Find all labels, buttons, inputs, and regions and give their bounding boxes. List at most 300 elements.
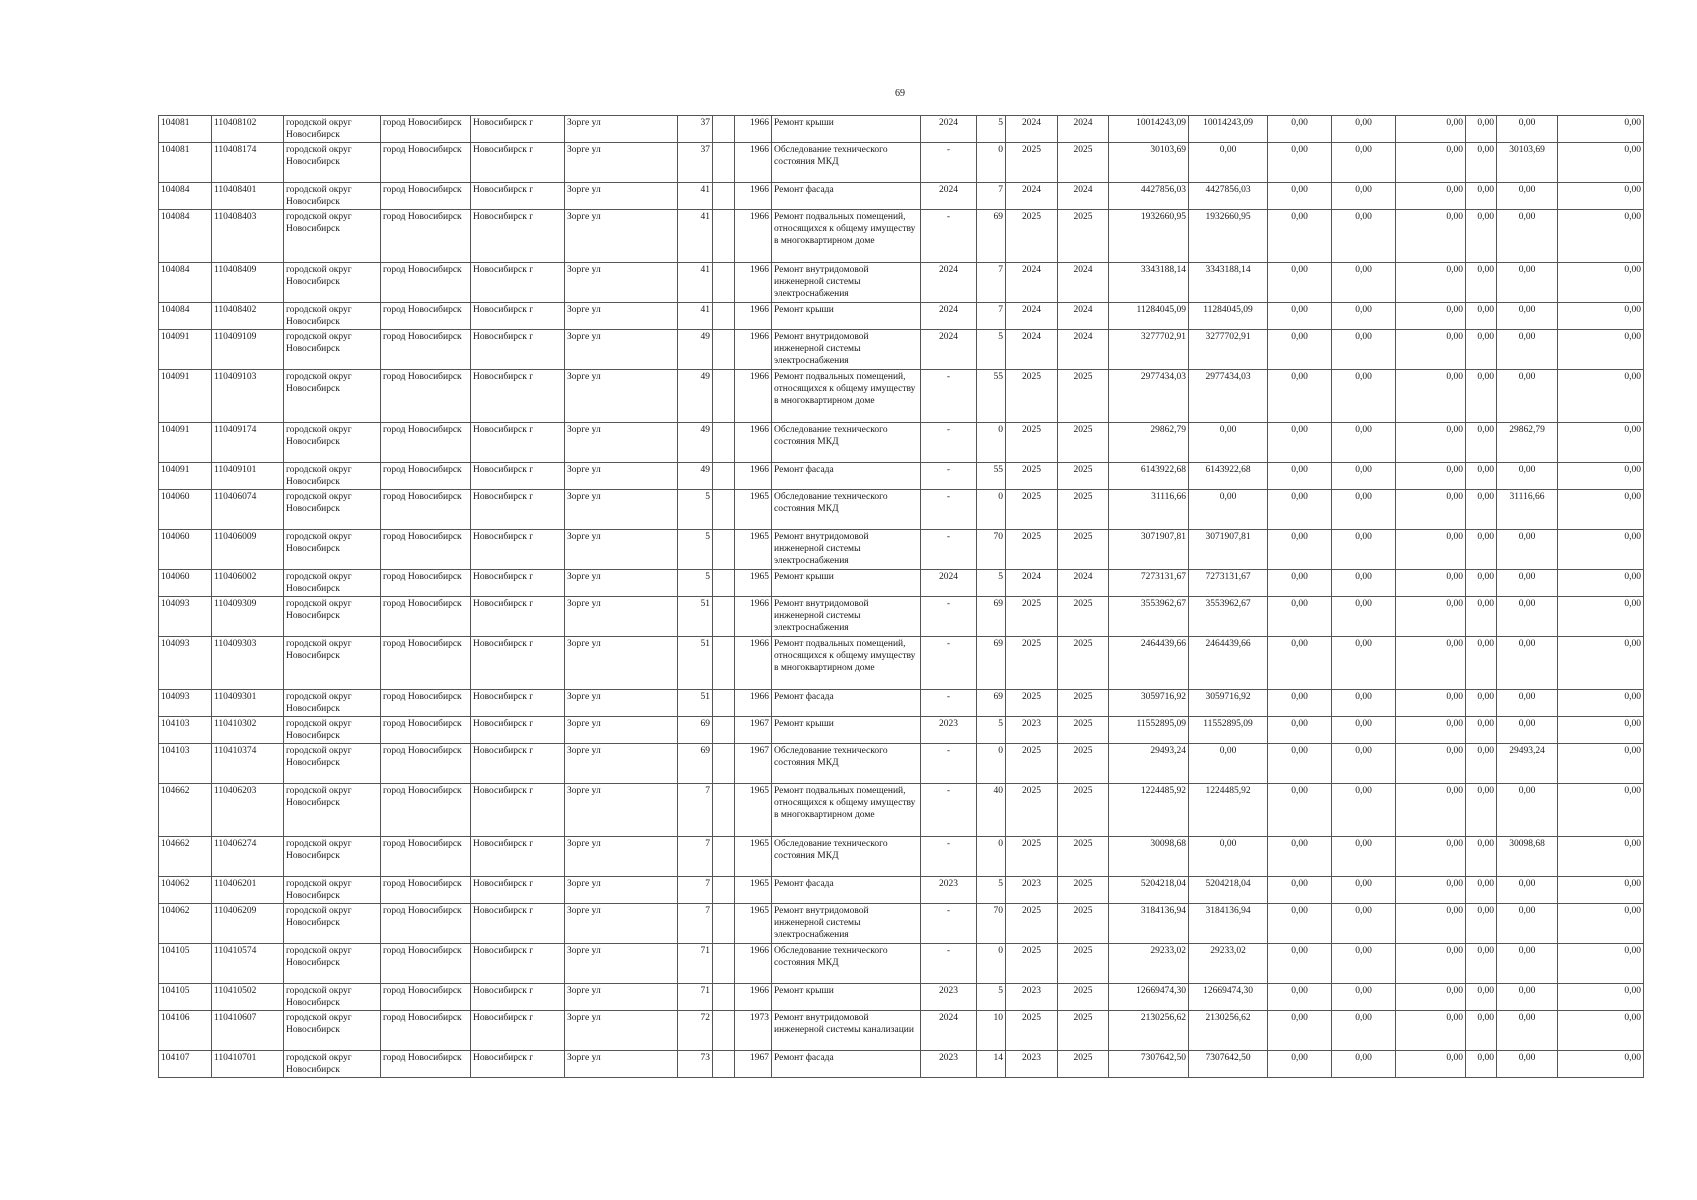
amount-2-cell: 0,00 <box>1332 143 1396 183</box>
end-year-cell: 2025 <box>1058 837 1109 877</box>
end-year-cell: 2025 <box>1058 984 1109 1011</box>
house-number-cell: 41 <box>678 303 713 330</box>
house-number-cell: 7 <box>678 837 713 877</box>
district-cell: городской округ Новосибирск <box>284 570 381 597</box>
work-code-cell: 110409303 <box>212 637 284 690</box>
fund-amount-cell: 1224485,92 <box>1189 784 1268 837</box>
table-row <box>159 570 1644 597</box>
amount-4-cell: 0,00 <box>1466 183 1497 210</box>
end-year-cell: 2024 <box>1058 263 1109 303</box>
plan-year-cell: - <box>921 490 977 530</box>
amount-2-cell: 0,00 <box>1332 330 1396 370</box>
amount-6-cell: 0,00 <box>1558 183 1644 210</box>
total-cost-cell: 3071907,81 <box>1109 530 1189 570</box>
amount-5-cell: 0,00 <box>1497 690 1558 717</box>
work-type-cell: Ремонт фасада <box>772 877 921 904</box>
amount-2-cell: 0,00 <box>1332 944 1396 984</box>
amount-1-cell: 0,00 <box>1268 744 1332 784</box>
work-type-cell: Обследование технического состояния МКД <box>772 837 921 877</box>
city-cell: Новосибирск г <box>471 263 565 303</box>
settlement-cell: город Новосибирск <box>381 210 471 263</box>
amount-4-cell: 0,00 <box>1466 597 1497 637</box>
table-row <box>159 463 1644 490</box>
amount-6-cell: 0,00 <box>1558 370 1644 423</box>
start-year-cell: 2024 <box>1006 183 1058 210</box>
start-year-cell: 2023 <box>1006 877 1058 904</box>
fund-amount-cell: 6143922,68 <box>1189 463 1268 490</box>
plan-year-cell: - <box>921 837 977 877</box>
work-code-cell: 110408409 <box>212 263 284 303</box>
build-year-cell: 1965 <box>735 877 772 904</box>
house-number-cell: 51 <box>678 597 713 637</box>
amount-2-cell: 0,00 <box>1332 717 1396 744</box>
start-year-cell: 2025 <box>1006 690 1058 717</box>
city-cell: Новосибирск г <box>471 690 565 717</box>
start-year-cell: 2025 <box>1006 530 1058 570</box>
row-id-cell: 104091 <box>159 463 212 490</box>
amount-6-cell: 0,00 <box>1558 784 1644 837</box>
city-cell: Новосибирск г <box>471 423 565 463</box>
amount-3-cell: 0,00 <box>1396 837 1466 877</box>
amount-6-cell: 0,00 <box>1558 463 1644 490</box>
building-cell <box>713 597 735 637</box>
work-type-cell: Ремонт внутридомовой инженерной системы электроснабжения <box>772 904 921 944</box>
street-cell: Зорге ул <box>565 984 678 1011</box>
amount-2-cell: 0,00 <box>1332 904 1396 944</box>
house-number-cell: 41 <box>678 210 713 263</box>
amount-1-cell: 0,00 <box>1268 116 1332 143</box>
wear-percent-cell: 0 <box>977 944 1006 984</box>
plan-year-cell: - <box>921 744 977 784</box>
build-year-cell: 1965 <box>735 837 772 877</box>
amount-5-cell: 0,00 <box>1497 463 1558 490</box>
build-year-cell: 1967 <box>735 744 772 784</box>
build-year-cell: 1966 <box>735 944 772 984</box>
settlement-cell: город Новосибирск <box>381 570 471 597</box>
plan-year-cell: - <box>921 423 977 463</box>
settlement-cell: город Новосибирск <box>381 423 471 463</box>
street-cell: Зорге ул <box>565 490 678 530</box>
settlement-cell: город Новосибирск <box>381 303 471 330</box>
amount-4-cell: 0,00 <box>1466 717 1497 744</box>
table-row <box>159 370 1644 423</box>
street-cell: Зорге ул <box>565 1051 678 1078</box>
wear-percent-cell: 14 <box>977 1051 1006 1078</box>
amount-3-cell: 0,00 <box>1396 877 1466 904</box>
amount-4-cell: 0,00 <box>1466 210 1497 263</box>
amount-5-cell: 29862,79 <box>1497 423 1558 463</box>
amount-4-cell: 0,00 <box>1466 143 1497 183</box>
plan-year-cell: - <box>921 210 977 263</box>
start-year-cell: 2023 <box>1006 984 1058 1011</box>
amount-6-cell: 0,00 <box>1558 263 1644 303</box>
wear-percent-cell: 0 <box>977 423 1006 463</box>
house-number-cell: 41 <box>678 183 713 210</box>
settlement-cell: город Новосибирск <box>381 784 471 837</box>
city-cell: Новосибирск г <box>471 744 565 784</box>
build-year-cell: 1966 <box>735 370 772 423</box>
amount-1-cell: 0,00 <box>1268 183 1332 210</box>
amount-4-cell: 0,00 <box>1466 837 1497 877</box>
work-type-cell: Ремонт фасада <box>772 463 921 490</box>
fund-amount-cell: 12669474,30 <box>1189 984 1268 1011</box>
house-number-cell: 5 <box>678 490 713 530</box>
plan-year-cell: - <box>921 463 977 490</box>
work-code-cell: 110406002 <box>212 570 284 597</box>
amount-1-cell: 0,00 <box>1268 263 1332 303</box>
amount-1-cell: 0,00 <box>1268 570 1332 597</box>
end-year-cell: 2025 <box>1058 490 1109 530</box>
total-cost-cell: 2464439,66 <box>1109 637 1189 690</box>
build-year-cell: 1966 <box>735 984 772 1011</box>
amount-1-cell: 0,00 <box>1268 463 1332 490</box>
fund-amount-cell: 5204218,04 <box>1189 877 1268 904</box>
building-cell <box>713 530 735 570</box>
district-cell: городской округ Новосибирск <box>284 1011 381 1051</box>
row-id-cell: 104084 <box>159 303 212 330</box>
build-year-cell: 1966 <box>735 597 772 637</box>
amount-5-cell: 0,00 <box>1497 303 1558 330</box>
plan-year-cell: - <box>921 944 977 984</box>
street-cell: Зорге ул <box>565 784 678 837</box>
fund-amount-cell: 7307642,50 <box>1189 1051 1268 1078</box>
end-year-cell: 2024 <box>1058 116 1109 143</box>
row-id-cell: 104084 <box>159 263 212 303</box>
row-id-cell: 104084 <box>159 183 212 210</box>
amount-6-cell: 0,00 <box>1558 1011 1644 1051</box>
building-cell <box>713 303 735 330</box>
amount-6-cell: 0,00 <box>1558 984 1644 1011</box>
table-row <box>159 490 1644 530</box>
plan-year-cell: - <box>921 143 977 183</box>
amount-5-cell: 0,00 <box>1497 570 1558 597</box>
table-row <box>159 1051 1644 1078</box>
total-cost-cell: 6143922,68 <box>1109 463 1189 490</box>
table-row <box>159 143 1644 183</box>
house-number-cell: 49 <box>678 370 713 423</box>
street-cell: Зорге ул <box>565 904 678 944</box>
row-id-cell: 104103 <box>159 717 212 744</box>
city-cell: Новосибирск г <box>471 303 565 330</box>
amount-6-cell: 0,00 <box>1558 330 1644 370</box>
table-row <box>159 183 1644 210</box>
house-number-cell: 7 <box>678 877 713 904</box>
total-cost-cell: 31116,66 <box>1109 490 1189 530</box>
amount-2-cell: 0,00 <box>1332 423 1396 463</box>
build-year-cell: 1966 <box>735 210 772 263</box>
work-type-cell: Обследование технического состояния МКД <box>772 490 921 530</box>
start-year-cell: 2025 <box>1006 423 1058 463</box>
amount-2-cell: 0,00 <box>1332 370 1396 423</box>
end-year-cell: 2025 <box>1058 210 1109 263</box>
fund-amount-cell: 4427856,03 <box>1189 183 1268 210</box>
settlement-cell: город Новосибирск <box>381 1011 471 1051</box>
settlement-cell: город Новосибирск <box>381 330 471 370</box>
amount-3-cell: 0,00 <box>1396 530 1466 570</box>
amount-6-cell: 0,00 <box>1558 570 1644 597</box>
wear-percent-cell: 10 <box>977 1011 1006 1051</box>
city-cell: Новосибирск г <box>471 330 565 370</box>
work-type-cell: Ремонт фасада <box>772 183 921 210</box>
work-code-cell: 110410701 <box>212 1051 284 1078</box>
street-cell: Зорге ул <box>565 116 678 143</box>
work-code-cell: 110406209 <box>212 904 284 944</box>
table-row <box>159 1011 1644 1051</box>
build-year-cell: 1965 <box>735 904 772 944</box>
street-cell: Зорге ул <box>565 837 678 877</box>
street-cell: Зорге ул <box>565 1011 678 1051</box>
street-cell: Зорге ул <box>565 877 678 904</box>
house-number-cell: 5 <box>678 570 713 597</box>
amount-5-cell: 0,00 <box>1497 1011 1558 1051</box>
amount-1-cell: 0,00 <box>1268 530 1332 570</box>
amount-6-cell: 0,00 <box>1558 143 1644 183</box>
start-year-cell: 2025 <box>1006 637 1058 690</box>
settlement-cell: город Новосибирск <box>381 530 471 570</box>
district-cell: городской округ Новосибирск <box>284 423 381 463</box>
amount-6-cell: 0,00 <box>1558 597 1644 637</box>
table-row <box>159 837 1644 877</box>
amount-3-cell: 0,00 <box>1396 904 1466 944</box>
building-cell <box>713 637 735 690</box>
build-year-cell: 1966 <box>735 183 772 210</box>
district-cell: городской округ Новосибирск <box>284 330 381 370</box>
wear-percent-cell: 5 <box>977 877 1006 904</box>
amount-4-cell: 0,00 <box>1466 490 1497 530</box>
wear-percent-cell: 5 <box>977 570 1006 597</box>
amount-4-cell: 0,00 <box>1466 984 1497 1011</box>
amount-3-cell: 0,00 <box>1396 143 1466 183</box>
amount-4-cell: 0,00 <box>1466 1051 1497 1078</box>
settlement-cell: город Новосибирск <box>381 984 471 1011</box>
amount-6-cell: 0,00 <box>1558 744 1644 784</box>
amount-3-cell: 0,00 <box>1396 944 1466 984</box>
amount-3-cell: 0,00 <box>1396 1051 1466 1078</box>
district-cell: городской округ Новосибирск <box>284 944 381 984</box>
district-cell: городской округ Новосибирск <box>284 744 381 784</box>
end-year-cell: 2025 <box>1058 637 1109 690</box>
wear-percent-cell: 7 <box>977 303 1006 330</box>
wear-percent-cell: 70 <box>977 904 1006 944</box>
table-row <box>159 263 1644 303</box>
work-type-cell: Ремонт подвальных помещений, относящихся к общему имуществу в многоквартирном доме <box>772 637 921 690</box>
row-id-cell: 104093 <box>159 597 212 637</box>
start-year-cell: 2025 <box>1006 837 1058 877</box>
work-code-cell: 110410574 <box>212 944 284 984</box>
amount-6-cell: 0,00 <box>1558 877 1644 904</box>
row-id-cell: 104106 <box>159 1011 212 1051</box>
city-cell: Новосибирск г <box>471 637 565 690</box>
amount-5-cell: 0,00 <box>1497 370 1558 423</box>
end-year-cell: 2025 <box>1058 744 1109 784</box>
plan-year-cell: 2024 <box>921 570 977 597</box>
total-cost-cell: 10014243,09 <box>1109 116 1189 143</box>
table-row <box>159 877 1644 904</box>
start-year-cell: 2024 <box>1006 263 1058 303</box>
street-cell: Зорге ул <box>565 143 678 183</box>
start-year-cell: 2025 <box>1006 904 1058 944</box>
house-number-cell: 73 <box>678 1051 713 1078</box>
amount-1-cell: 0,00 <box>1268 1011 1332 1051</box>
wear-percent-cell: 5 <box>977 717 1006 744</box>
district-cell: городской округ Новосибирск <box>284 637 381 690</box>
city-cell: Новосибирск г <box>471 904 565 944</box>
row-id-cell: 104062 <box>159 904 212 944</box>
end-year-cell: 2025 <box>1058 944 1109 984</box>
house-number-cell: 71 <box>678 944 713 984</box>
house-number-cell: 37 <box>678 143 713 183</box>
building-cell <box>713 984 735 1011</box>
plan-year-cell: - <box>921 904 977 944</box>
build-year-cell: 1966 <box>735 690 772 717</box>
amount-3-cell: 0,00 <box>1396 370 1466 423</box>
amount-5-cell: 0,00 <box>1497 330 1558 370</box>
work-type-cell: Обследование технического состояния МКД <box>772 423 921 463</box>
city-cell: Новосибирск г <box>471 570 565 597</box>
district-cell: городской округ Новосибирск <box>284 490 381 530</box>
settlement-cell: город Новосибирск <box>381 837 471 877</box>
amount-5-cell: 0,00 <box>1497 944 1558 984</box>
fund-amount-cell: 3059716,92 <box>1189 690 1268 717</box>
wear-percent-cell: 69 <box>977 690 1006 717</box>
work-code-cell: 110409101 <box>212 463 284 490</box>
amount-5-cell: 0,00 <box>1497 116 1558 143</box>
total-cost-cell: 11552895,09 <box>1109 717 1189 744</box>
street-cell: Зорге ул <box>565 597 678 637</box>
table-row <box>159 637 1644 690</box>
plan-year-cell: - <box>921 690 977 717</box>
building-cell <box>713 183 735 210</box>
district-cell: городской округ Новосибирск <box>284 904 381 944</box>
total-cost-cell: 29493,24 <box>1109 744 1189 784</box>
start-year-cell: 2025 <box>1006 597 1058 637</box>
wear-percent-cell: 69 <box>977 637 1006 690</box>
settlement-cell: город Новосибирск <box>381 490 471 530</box>
end-year-cell: 2025 <box>1058 597 1109 637</box>
table-row <box>159 984 1644 1011</box>
fund-amount-cell: 3277702,91 <box>1189 330 1268 370</box>
work-code-cell: 110409109 <box>212 330 284 370</box>
amount-6-cell: 0,00 <box>1558 717 1644 744</box>
amount-2-cell: 0,00 <box>1332 837 1396 877</box>
street-cell: Зорге ул <box>565 423 678 463</box>
wear-percent-cell: 55 <box>977 463 1006 490</box>
work-type-cell: Ремонт внутридомовой инженерной системы электроснабжения <box>772 263 921 303</box>
wear-percent-cell: 69 <box>977 210 1006 263</box>
total-cost-cell: 3343188,14 <box>1109 263 1189 303</box>
amount-1-cell: 0,00 <box>1268 690 1332 717</box>
building-cell <box>713 1051 735 1078</box>
work-type-cell: Ремонт фасада <box>772 1051 921 1078</box>
work-type-cell: Ремонт крыши <box>772 717 921 744</box>
capital-repair-table <box>158 115 1644 1078</box>
amount-1-cell: 0,00 <box>1268 1051 1332 1078</box>
work-code-cell: 110410607 <box>212 1011 284 1051</box>
total-cost-cell: 1224485,92 <box>1109 784 1189 837</box>
amount-3-cell: 0,00 <box>1396 784 1466 837</box>
work-type-cell: Ремонт крыши <box>772 984 921 1011</box>
settlement-cell: город Новосибирск <box>381 904 471 944</box>
wear-percent-cell: 0 <box>977 744 1006 784</box>
wear-percent-cell: 40 <box>977 784 1006 837</box>
amount-2-cell: 0,00 <box>1332 877 1396 904</box>
amount-1-cell: 0,00 <box>1268 637 1332 690</box>
settlement-cell: город Новосибирск <box>381 877 471 904</box>
start-year-cell: 2024 <box>1006 116 1058 143</box>
row-id-cell: 104081 <box>159 116 212 143</box>
city-cell: Новосибирск г <box>471 717 565 744</box>
work-type-cell: Ремонт фасада <box>772 690 921 717</box>
settlement-cell: город Новосибирск <box>381 690 471 717</box>
amount-5-cell: 0,00 <box>1497 597 1558 637</box>
amount-1-cell: 0,00 <box>1268 837 1332 877</box>
amount-1-cell: 0,00 <box>1268 944 1332 984</box>
row-id-cell: 104103 <box>159 744 212 784</box>
building-cell <box>713 717 735 744</box>
house-number-cell: 49 <box>678 330 713 370</box>
build-year-cell: 1966 <box>735 423 772 463</box>
amount-5-cell: 0,00 <box>1497 263 1558 303</box>
fund-amount-cell: 11284045,09 <box>1189 303 1268 330</box>
building-cell <box>713 463 735 490</box>
amount-5-cell: 0,00 <box>1497 210 1558 263</box>
row-id-cell: 104060 <box>159 570 212 597</box>
amount-3-cell: 0,00 <box>1396 210 1466 263</box>
settlement-cell: город Новосибирск <box>381 744 471 784</box>
start-year-cell: 2025 <box>1006 744 1058 784</box>
work-code-cell: 110409174 <box>212 423 284 463</box>
build-year-cell: 1965 <box>735 570 772 597</box>
amount-4-cell: 0,00 <box>1466 330 1497 370</box>
amount-2-cell: 0,00 <box>1332 263 1396 303</box>
building-cell <box>713 837 735 877</box>
plan-year-cell: 2024 <box>921 263 977 303</box>
plan-year-cell: 2024 <box>921 1011 977 1051</box>
fund-amount-cell: 2130256,62 <box>1189 1011 1268 1051</box>
house-number-cell: 37 <box>678 116 713 143</box>
end-year-cell: 2024 <box>1058 570 1109 597</box>
wear-percent-cell: 0 <box>977 143 1006 183</box>
start-year-cell: 2025 <box>1006 1011 1058 1051</box>
work-code-cell: 110408102 <box>212 116 284 143</box>
amount-5-cell: 0,00 <box>1497 904 1558 944</box>
row-id-cell: 104060 <box>159 490 212 530</box>
amount-1-cell: 0,00 <box>1268 303 1332 330</box>
start-year-cell: 2025 <box>1006 944 1058 984</box>
work-code-cell: 110410302 <box>212 717 284 744</box>
fund-amount-cell: 3184136,94 <box>1189 904 1268 944</box>
amount-2-cell: 0,00 <box>1332 463 1396 490</box>
work-code-cell: 110408174 <box>212 143 284 183</box>
amount-4-cell: 0,00 <box>1466 463 1497 490</box>
building-cell <box>713 784 735 837</box>
settlement-cell: город Новосибирск <box>381 463 471 490</box>
building-cell <box>713 944 735 984</box>
row-id-cell: 104091 <box>159 330 212 370</box>
amount-1-cell: 0,00 <box>1268 423 1332 463</box>
amount-2-cell: 0,00 <box>1332 1011 1396 1051</box>
work-code-cell: 110408401 <box>212 183 284 210</box>
amount-1-cell: 0,00 <box>1268 717 1332 744</box>
plan-year-cell: 2024 <box>921 116 977 143</box>
start-year-cell: 2023 <box>1006 1051 1058 1078</box>
district-cell: городской округ Новосибирск <box>284 530 381 570</box>
city-cell: Новосибирск г <box>471 143 565 183</box>
city-cell: Новосибирск г <box>471 944 565 984</box>
end-year-cell: 2025 <box>1058 1011 1109 1051</box>
start-year-cell: 2025 <box>1006 370 1058 423</box>
amount-3-cell: 0,00 <box>1396 1011 1466 1051</box>
